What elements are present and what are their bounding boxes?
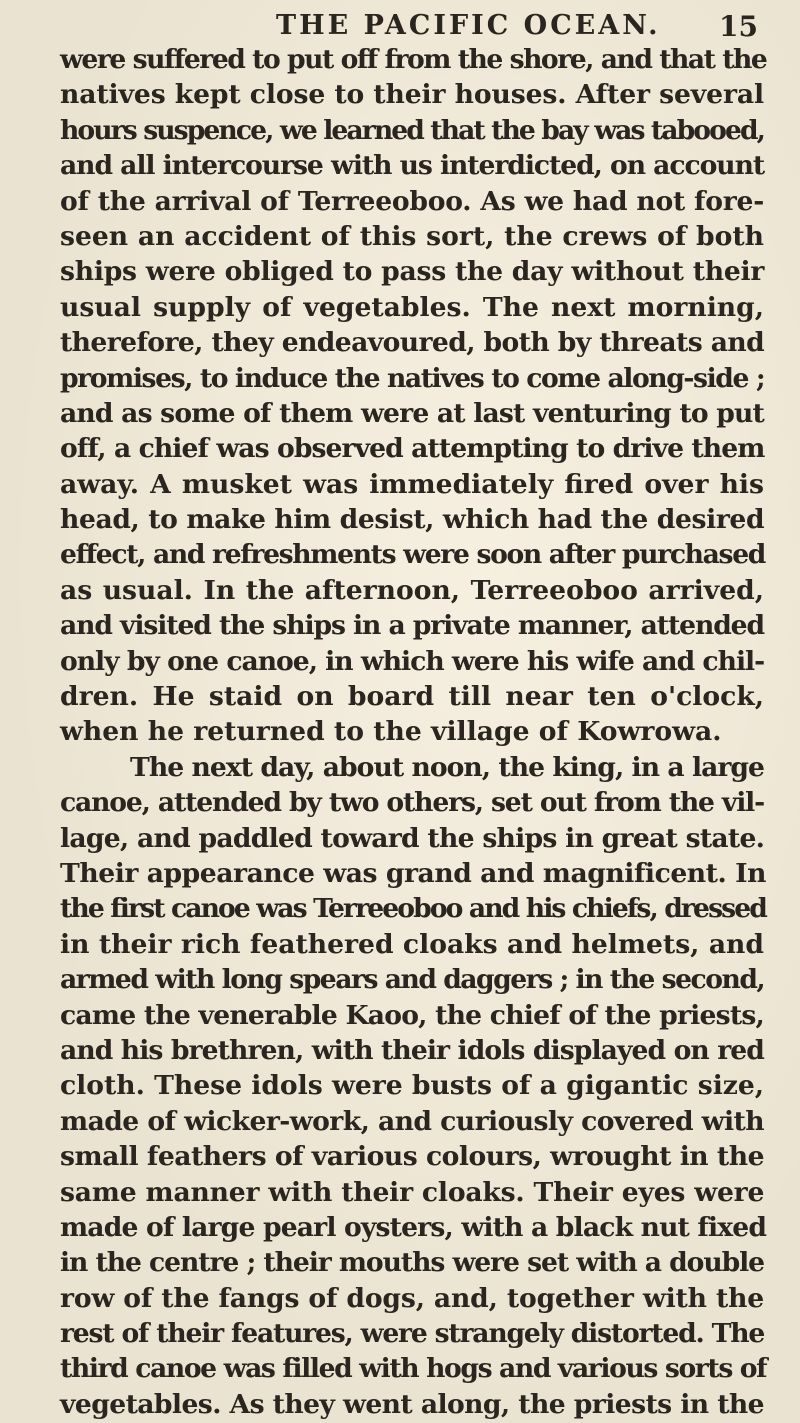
body-text xyxy=(60,42,767,1422)
text-line: were suffered to put off from the shore, and that the xyxy=(60,44,767,75)
text-line: seen an accident of this sort, the crews of both xyxy=(60,220,764,252)
text-line: natives kept close to their houses. After several xyxy=(60,79,764,111)
text-line: away. A musket was immediately fired over his xyxy=(60,468,764,500)
text-line: in the centre ; their mouths were set with a double xyxy=(60,1247,764,1279)
text-line: ships were obliged to pass the day without their xyxy=(60,256,765,288)
text-line: third canoe was filled with hogs and various sorts of xyxy=(60,1353,767,1385)
text-line: lage, and paddled toward the ships in great state. xyxy=(60,822,765,854)
text-line: in their rich feathered cloaks and helmets, and xyxy=(60,928,764,960)
text-line: row of the fangs of dogs, and, together with the xyxy=(60,1282,765,1314)
text-line: hours suspence, we learned that the bay was tabooed, xyxy=(60,114,764,146)
text-line: armed with long spears and daggers ; in the second, xyxy=(60,964,765,996)
running-head: THE PACIFIC OCEAN. xyxy=(276,10,661,41)
text-line: effect, and refreshments were soon after purchased xyxy=(60,539,766,571)
text-line: cloth. These idols were busts of a gigantic size, xyxy=(60,1070,765,1102)
text-line: therefore, they endeavoured, both by threats and xyxy=(60,327,765,359)
text-line: of the arrival of Terreeoboo. As we had not fore- xyxy=(60,185,764,217)
text-line: dren. He staid on board till near ten o'clock, xyxy=(60,681,764,713)
text-line: only by one canoe, in which were his wife and chil- xyxy=(60,645,765,677)
text-line: vegetables. As they went along, the priests in the xyxy=(60,1388,764,1420)
text-line: as usual. In the afternoon, Terreeoboo arrived, xyxy=(60,574,764,606)
text-line: and visited the ships in a private manner, attended xyxy=(60,610,764,642)
text-line: and as some of them were at last venturing to put xyxy=(60,397,764,429)
text-line: canoe, attended by two others, set out from the vil- xyxy=(60,787,764,819)
text-line: made of large pearl oysters, with a black nut fixed xyxy=(60,1211,767,1243)
text-line: and his brethren, with their idols displayed on red xyxy=(60,1034,764,1066)
text-line: Their appearance was grand and magnificent. In xyxy=(60,857,767,889)
text-line: head, to make him desist, which had the desired xyxy=(60,504,765,536)
text-line: the first canoe was Terreeoboo and his chiefs, dressed xyxy=(60,893,766,925)
text-line: promises, to induce the natives to come along-side ; xyxy=(60,362,765,394)
text-line: small feathers of various colours, wrought in the xyxy=(60,1141,764,1173)
page-number: 15 xyxy=(719,10,758,43)
text-line: off, a chief was observed attempting to drive them xyxy=(60,433,765,465)
text-line: came the venerable Kaoo, the chief of the priests, xyxy=(60,999,765,1031)
paragraph-end-line: when he returned to the village of Kowrowa. xyxy=(60,716,722,748)
text-line: usual supply of vegetables. The next morning, xyxy=(60,291,764,323)
text-line: same manner with their cloaks. Their eyes were xyxy=(60,1176,765,1208)
paragraph-start-line: The next day, about noon, the king, in a large xyxy=(130,751,764,783)
text-line: rest of their features, were strangely distorted. The xyxy=(60,1318,765,1350)
text-line: and all intercourse with us interdicted, on account xyxy=(60,150,765,182)
text-line: made of wicker-work, and curiously covered with xyxy=(60,1105,765,1137)
